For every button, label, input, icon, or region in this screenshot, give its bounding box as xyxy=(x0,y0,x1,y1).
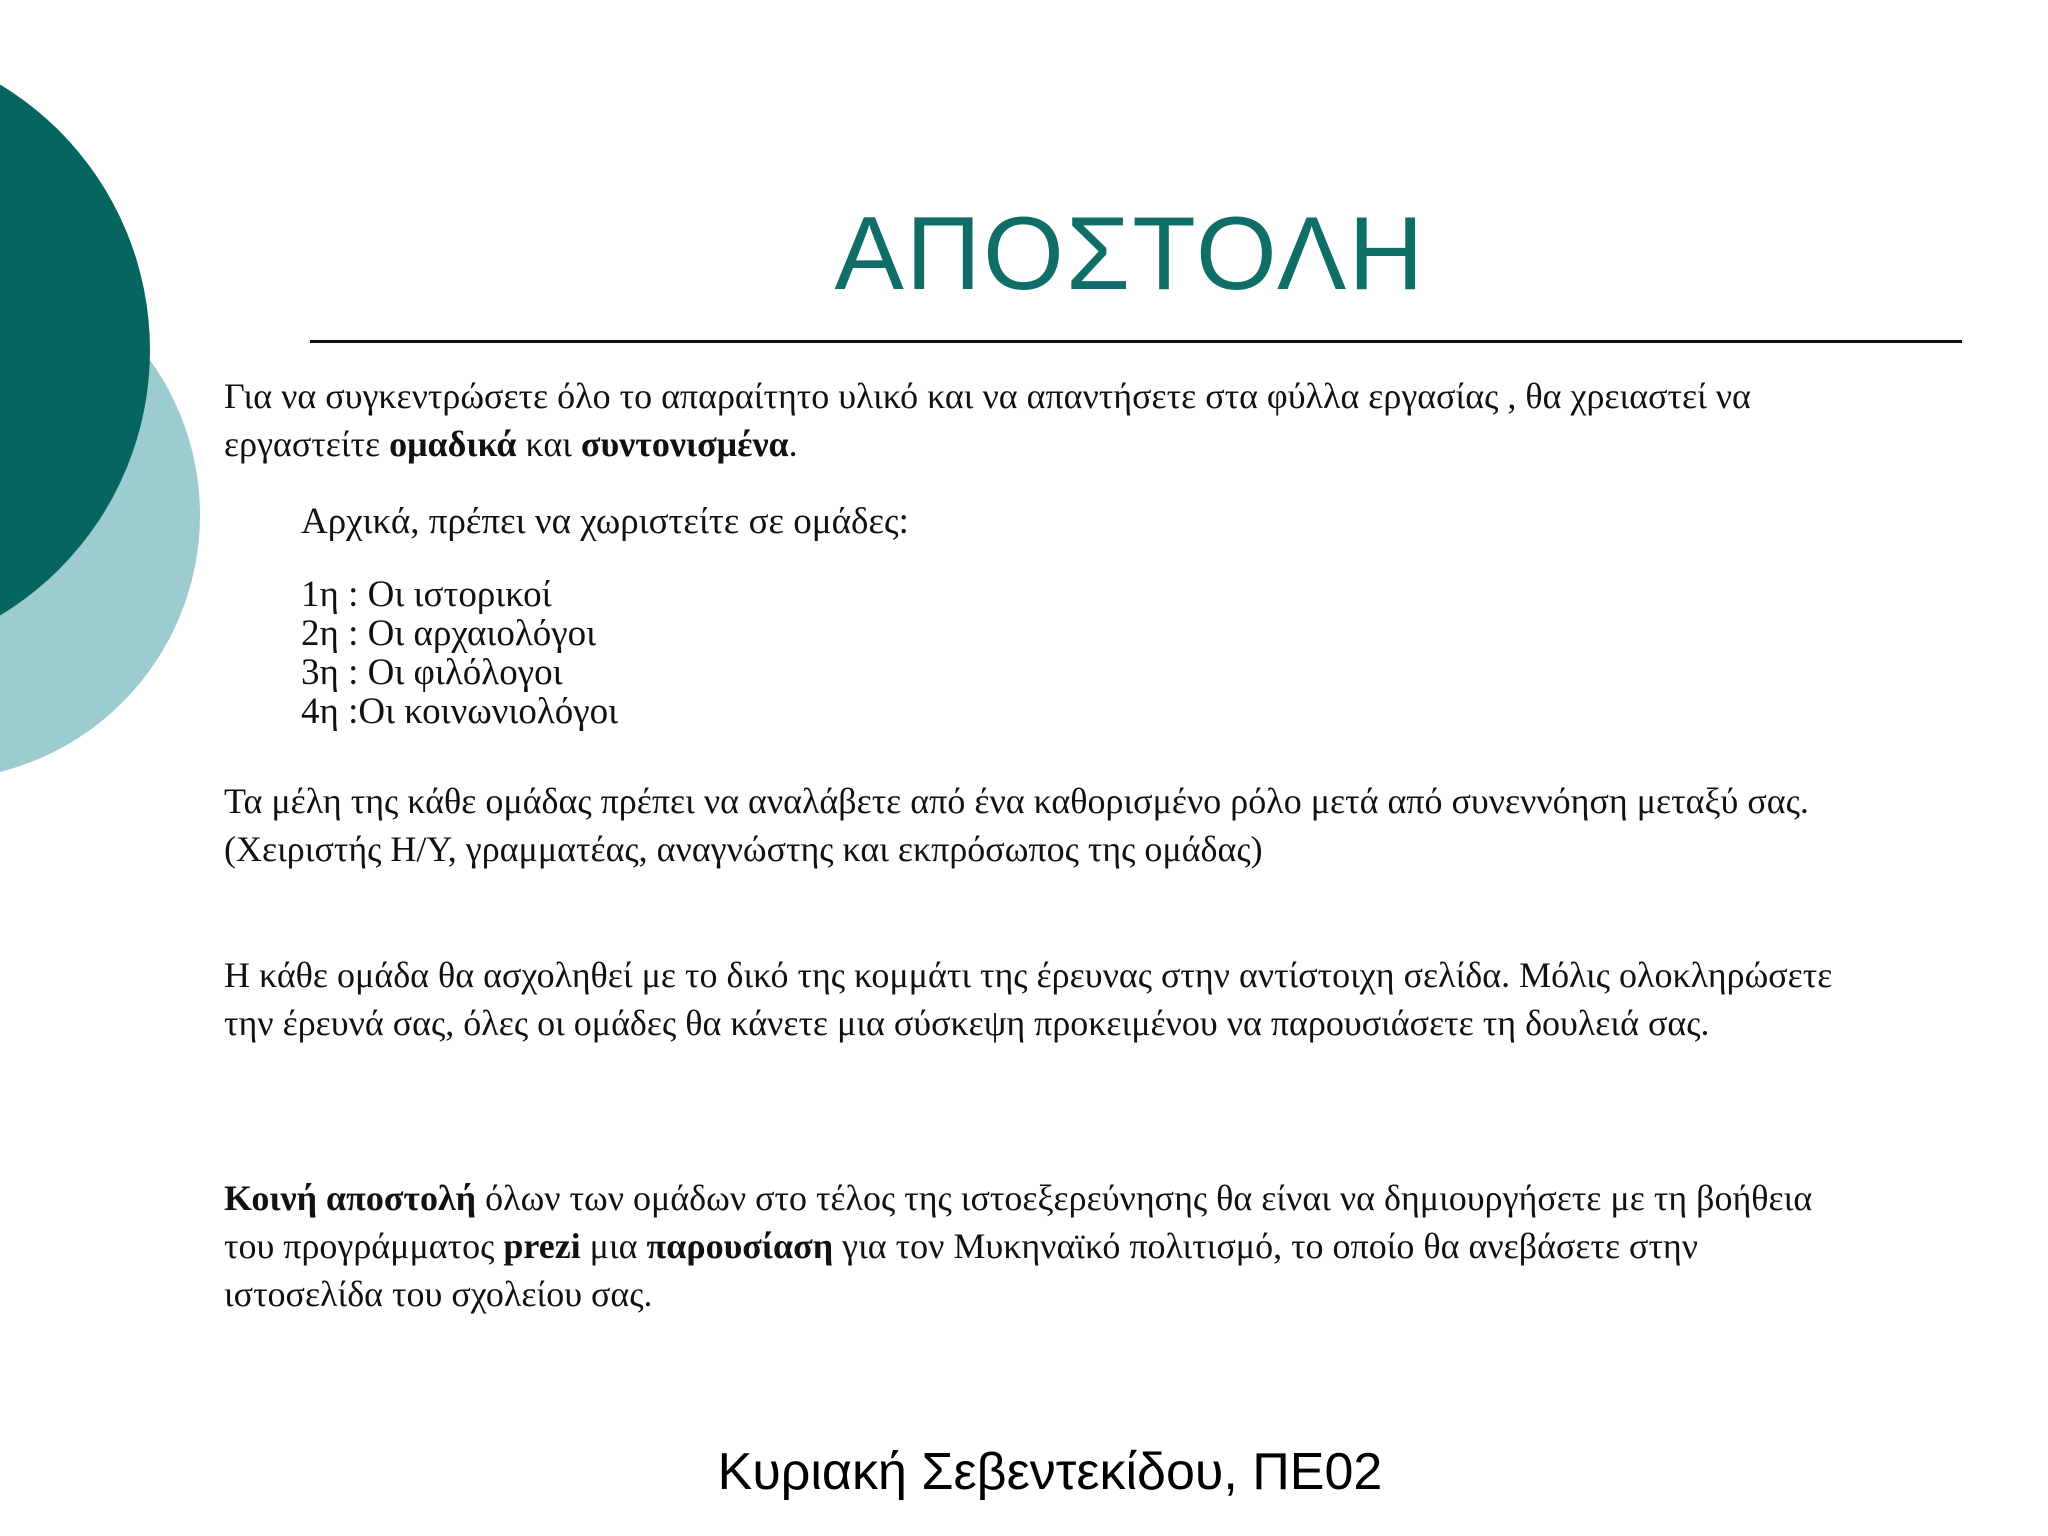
groups-list xyxy=(301,575,618,731)
slide-title: ΑΠΟΣΤΟΛΗ xyxy=(834,196,1426,312)
paragraph-teamwork-text-c: . xyxy=(788,424,798,464)
group-item-4: 4η :Οι κοινωνιολόγοι xyxy=(301,691,619,732)
group-item-2: 2η : Οι αρχαιολόγοι xyxy=(301,613,597,654)
emphasis-common-mission: Κοινή αποστολή xyxy=(224,1178,477,1218)
group-item-1: 1η : Οι ιστορικοί xyxy=(301,574,552,615)
paragraph-roles: Τα μέλη της κάθε ομάδας πρέπει να αναλάβετε από ένα καθορισμένο ρόλο μετά από συνεννόηση μεταξύ σας. (Χειριστής Η/Υ, γραμματέας, αναγνώστης και εκπρόσωπος της ομάδας) xyxy=(224,781,1809,869)
emphasis-team: ομαδικά xyxy=(389,424,517,464)
group-item-3: 3η : Οι φιλόλογοι xyxy=(301,652,563,693)
groups-intro: Αρχικά, πρέπει να χωριστείτε σε ομάδες: xyxy=(301,501,909,542)
emphasis-coordinated: συντονισμένα xyxy=(580,424,789,464)
paragraph-teamwork-text-a: Για να συγκεντρώσετε όλο το απαραίτητο υλικό και να απαντήσετε στα φύλλα εργασίας , θα χρειαστεί να εργαστείτε xyxy=(224,376,1751,464)
paragraph-mission-text-c: για τον Μυκηναϊκό πολιτισμό, το οποίο θα ανεβάσετε στην ιστοσελίδα του σχολείου σας. xyxy=(224,1226,1699,1314)
paragraph-teamwork xyxy=(224,372,1844,468)
emphasis-presentation: παρουσίαση xyxy=(646,1226,834,1266)
paragraph-teamwork-text-b: και xyxy=(516,424,581,464)
emphasis-prezi: prezi xyxy=(503,1226,581,1266)
title-divider xyxy=(310,340,1962,343)
paragraph-research: Η κάθε ομάδα θα ασχοληθεί με το δικό της κομμάτι της έρευνας στην αντίστοιχη σελίδα. Μόλις ολοκληρώσετε την έρευνά σας, όλες οι ομάδες θα κάνετε μια σύσκεψη προκειμένου να παρουσιάσετε τη δουλειά σας. xyxy=(224,955,1833,1043)
paragraph-mission-text-b: μια xyxy=(580,1226,647,1266)
slide-footer-author: Κυριακή Σεβεντεκίδου, ΠΕ02 xyxy=(717,1443,1383,1501)
paragraph-mission-text-a: όλων των ομάδων στο τέλος της ιστοεξερεύνησης θα είναι να δημιουργήσετε με τη βοήθεια του προγράμματος xyxy=(224,1178,1813,1266)
paragraph-common-mission xyxy=(224,1174,1844,1318)
